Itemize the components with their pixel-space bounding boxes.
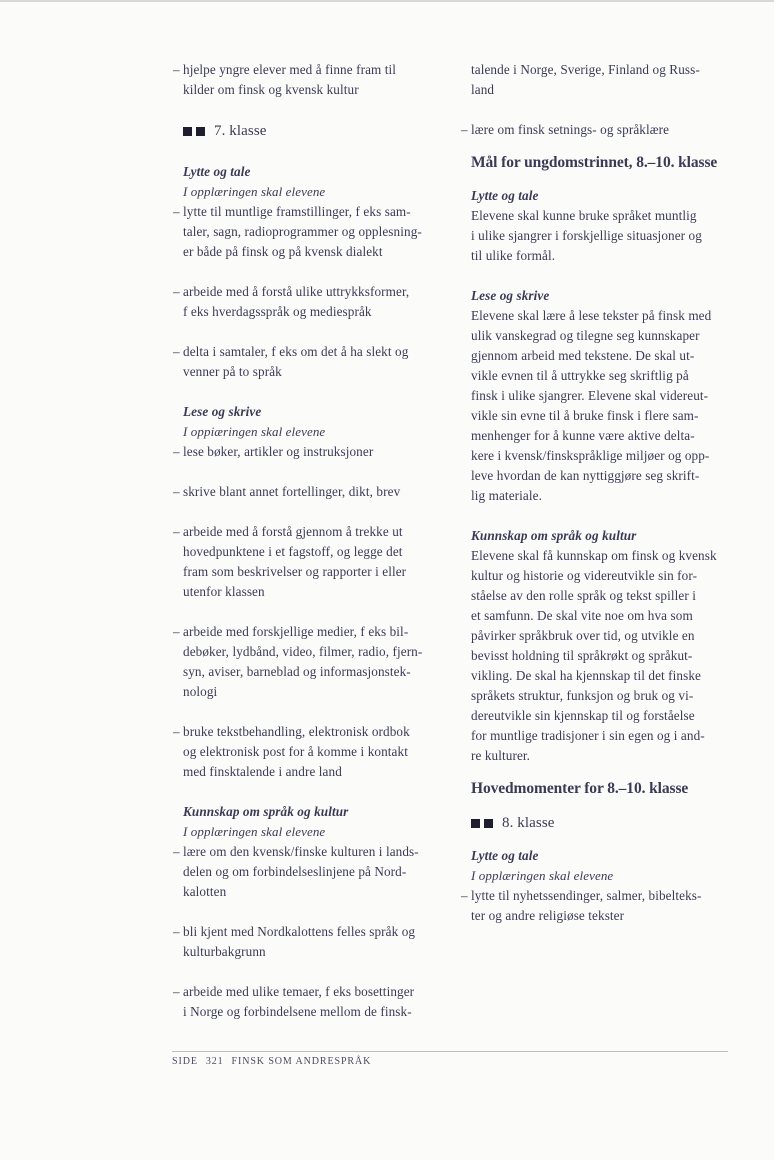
left-column [183,60,443,1022]
page-footer [172,1056,379,1067]
footer-side-label: SIDE [172,1056,198,1067]
list-item: – skrive blant annet fortellinger, dikt, brev [183,482,443,502]
list-item: – lære om den kvensk/finske kulturen i lands- delen og om forbindelseslinjene på Nord- kalotten [183,842,443,902]
intro-line: I oppiæringen skal elevene [183,424,326,439]
list-item: – hjelpe yngre elever med å finne fram til kilder om finsk og kvensk kultur [183,60,443,100]
top-edge [0,0,774,2]
list-item: – bli kjent med Nordkalottens felles språk og kulturbakgrunn [183,922,443,962]
list-item: – lære om finsk setnings- og språklære [471,120,730,140]
list-item: – bruke tekstbehandling, elektronisk ordbok og elektronisk post for å komme i kontakt med finsktalende i andre land [183,722,443,782]
intro-line: I opplæringen skal elevene [183,184,326,199]
list-item: – lytte til nyhetssendinger, salmer, bibelteks- ter og andre religiøse tekster [471,886,730,926]
section-heading-hovedmomenter: Hovedmomenter for 8.–10. klasse [471,780,689,797]
square-bullet-icon [183,127,192,136]
square-bullet-icon [484,819,493,828]
list-item: – delta i samtaler, f eks om det å ha slekt og venner på to språk [183,342,443,382]
subheading-lytte-og-tale: Lytte og tale [183,164,251,179]
square-bullet-icon [196,127,205,136]
intro-line: I opplæringen skal elevene [183,824,326,839]
square-bullet-icon [471,819,480,828]
section-heading-7-klasse: 7. klasse [183,120,443,142]
list-item: – lese bøker, artikler og instruksjoner [183,442,443,462]
paragraph: Elevene skal lære å lese tekster på finsk med ulik vanskegrad og tilegne seg kunnskaper gjennom arbeid med tekstene. De skal ut- vikle evnen til å uttrykke seg skriftlig på finsk i ulike sjangrer. Elevene skal videreut- vikle sin evne til å bruke finsk i flere sam- menhenger for å kunne være aktive delta- kere i kvensk/finskspråklige miljøer og opp- leve hvordan de kan nyttiggjøre seg skrift- lig materiale. [471,308,712,503]
right-column [471,60,730,926]
subheading-lese-og-skrive: Lese og skrive [471,288,550,303]
list-item: – lytte til muntlige framstillinger, f eks sam- taler, sagn, radioprogrammer og opplesning- er både på finsk og på kvensk dialekt [183,202,443,262]
list-item: – arbeide med ulike temaer, f eks bosettinger i Norge og forbindelsene mellom de finsk- [183,982,443,1022]
subheading-lese-og-skrive: Lese og skrive [183,404,262,419]
list-item: – arbeide med forskjellige medier, f eks bil- debøker, lydbånd, video, filmer, radio, fjern- syn, aviser, barneblad og informasjonstek- nologi [183,622,443,702]
subheading-lytte-og-tale: Lytte og tale [471,848,539,863]
subheading-kunnskap: Kunnskap om språk og kultur [471,528,637,543]
subheading-lytte-og-tale: Lytte og tale [471,188,539,203]
intro-line: I opplæringen skal elevene [471,868,614,883]
section-heading-maal: Mål for ungdomstrinnet, 8.–10. klasse [471,154,718,171]
footer-title: FINSK SOM ANDRESPRÅK [231,1056,372,1067]
paragraph: Elevene skal få kunnskap om finsk og kvensk kultur og historie og videreutvikle sin for- ståelse av den rolle språk og tekst spiller i et samfunn. De skal vite noe om hva som påvirker språkbruk over tid, og utvikle en bevisst holdning til språkrøkt og språkut- vikling. De skal ha kjennskap til det finske språkets struktur, funksjon og bruk og vi- dereutvikle sin kjennskap til og forståelse for muntlige tradisjoner i sin egen og i and- re kulturer. [471,548,717,763]
continued-text: talende i Norge, Sverige, Finland og Russ- land [471,62,700,97]
footer-rule [172,1051,728,1052]
section-heading-8-klasse: 8. klasse [471,812,730,834]
page-number: 321 [205,1056,224,1067]
subheading-kunnskap: Kunnskap om språk og kultur [183,804,349,819]
list-item: – arbeide med å forstå ulike uttrykksformer, f eks hverdagsspråk og mediespråk [183,282,443,322]
list-item: – arbeide med å forstå gjennom å trekke ut hovedpunktene i et fagstoff, og legge det fram som beskrivelser og rapporter i eller utenfor klassen [183,522,443,602]
paragraph: Elevene skal kunne bruke språket muntlig i ulike sjangrer i forskjellige situasjoner og til ulike formål. [471,208,702,263]
